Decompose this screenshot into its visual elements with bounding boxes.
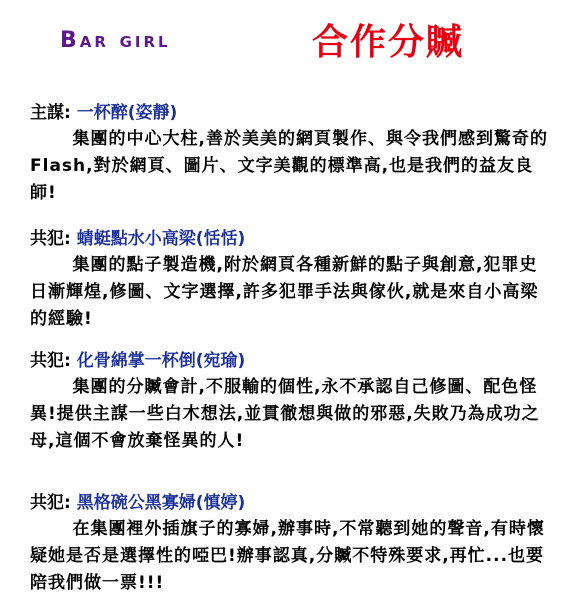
member-role: 共犯: [30, 229, 71, 249]
member-name: 蜻蜓點水小高梁(恬恬) [76, 229, 246, 249]
member-name: 一杯醉(姿靜) [76, 103, 178, 123]
member-heading [30, 102, 555, 124]
brand-name: Bar girl [60, 28, 171, 53]
member-description: 集團的分贓會計,不服輸的個性,永不承認自己修圖、配色怪異!提供主謀一些白木想法,並貫徹想與做的邪惡,失敗乃為成功之母,這個不會放棄怪異的人! [30, 377, 540, 451]
member-description: 集團的中心大柱,善於美美的網頁製作、與令我們感到驚奇的Flash,對於網頁、圖片、文字美觀的標準高,也是我們的益友良師! [30, 129, 548, 203]
member-heading [30, 228, 555, 250]
member-role: 共犯: [30, 493, 71, 513]
member-card [30, 228, 555, 333]
member-card [30, 102, 555, 207]
member-description: 在集團裡外插旗子的寡婦,辦事時,不常聽到她的聲音,有時懷疑她是否是選擇性的啞巴!辦事認真,分贓不特殊要求,再忙...也要陪我們做一票!!! [30, 519, 545, 593]
member-card [30, 350, 555, 455]
member-heading [30, 350, 555, 372]
member-description: 集團的點子製造機,附於網頁各種新鮮的點子與創意,犯罪史日漸輝煌,修圖、文字選擇,許多犯罪手法與傢伙,就是來自小高梁的經驗! [30, 255, 539, 329]
page-header [0, 0, 577, 80]
member-name: 黑格碗公黑寡婦(慎婷) [76, 493, 246, 513]
member-heading [30, 492, 555, 514]
page-title: 合作分贓 [312, 22, 465, 63]
member-card [30, 492, 555, 597]
member-role: 主謀: [30, 103, 71, 123]
member-name: 化骨綿掌一杯倒(宛瑜) [76, 351, 246, 371]
member-role: 共犯: [30, 351, 71, 371]
